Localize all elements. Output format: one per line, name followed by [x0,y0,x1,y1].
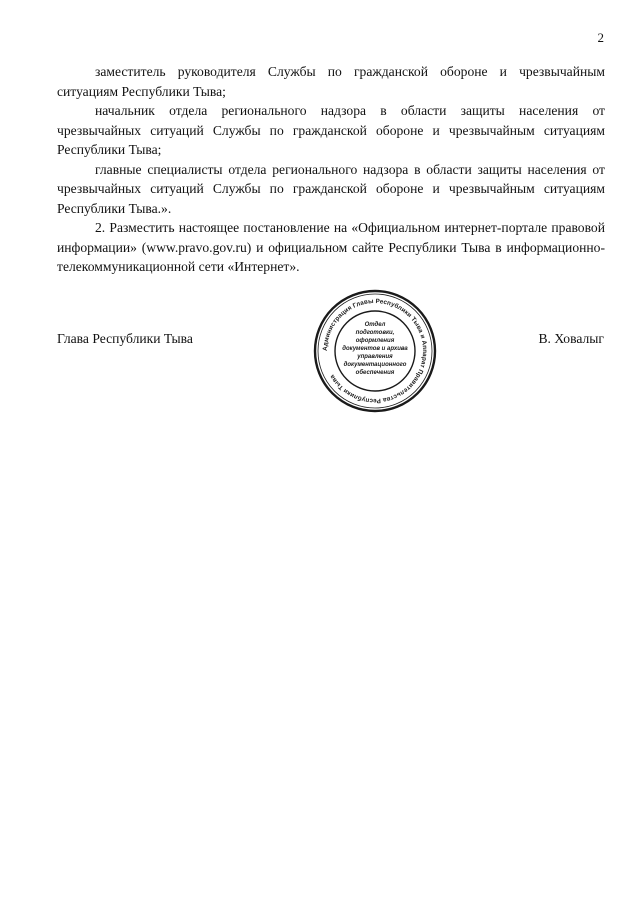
document-body [57,62,605,277]
paragraph-department-head: начальник отдела регионального надзора в области защиты населения от чрезвычайных ситуаций Службы по гражданской обороне и чрезвычайным ситуациям Республики Тыва; [57,103,605,157]
seal-center-line: обеспечения [355,370,395,376]
seal-center-line: подготовки, [355,330,395,336]
paragraph-publication-order: 2. Разместить настоящее постановление на «Официальном интернет-портале правовой информации» (www.pravo.gov.ru) и официальном сайте Республики Тыва в информационно-телекоммуникационной сети «Интернет». [57,220,605,274]
seal-center-line: Отдел [364,322,386,328]
paragraph-chief-specialists: главные специалисты отдела регионального надзора в области защиты населения от чрезвычайных ситуаций Службы по гражданской обороне и чрезвычайным ситуациям Республики Тыва.». [57,161,605,216]
page-number: 2 [597,30,604,45]
signatory-name: В. Ховалыг [538,331,604,346]
seal-center-line: оформления [355,338,395,344]
official-seal-stamp [312,288,438,414]
seal-ring-text: Администрация Главы Республики Тыва и Аппарат Правительства Республики Тыва [321,297,429,405]
seal-center-line: управления [357,354,393,360]
paragraph-deputy-head: заместитель руководителя Службы по гражданской обороне и чрезвычайным ситуациям Республики Тыва; [57,64,605,99]
seal-center-line: документов и архива [342,346,408,352]
signatory-title: Глава Республики Тыва [57,331,193,346]
seal-center-line: документационного [343,362,407,368]
